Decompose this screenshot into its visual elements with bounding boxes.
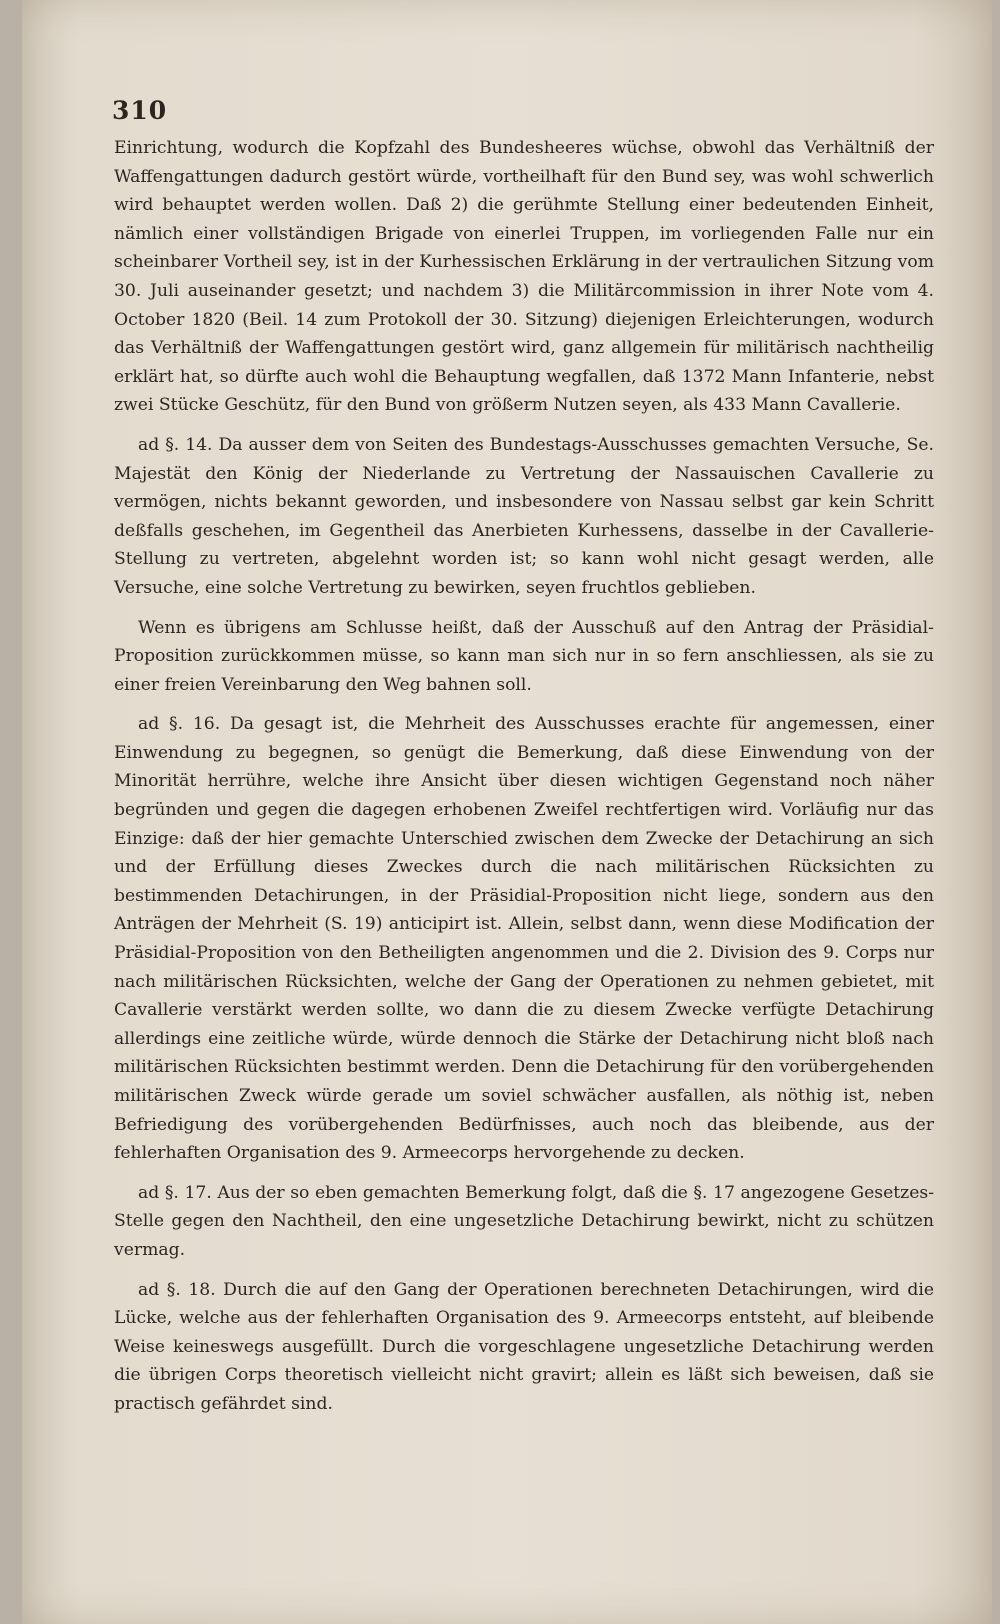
paragraph-ad-17: ad §. 17. Aus der so eben gemachten Bemerkung folgt, daß die §. 17 angezogene Gesetzes-Stelle gegen den Nachtheil, den eine ungesetzliche Detachirung bewirkt, nicht zu schützen vermag. (114, 1182, 934, 1260)
page-number: 310 (112, 96, 168, 125)
paragraph-wenn: Wenn es übrigens am Schlusse heißt, daß der Ausschuß auf den Antrag der Präsidial-Proposition zurückkommen müsse, so kann man sich nur in so fern anschliessen, als sie zu einer freien Vereinbarung den Weg bahnen soll. (114, 617, 934, 695)
paragraph-ad-18: ad §. 18. Durch die auf den Gang der Operationen berechneten Detachirungen, wird die Lücke, welche aus der fehlerhaften Organisation des 9. Armeecorps entsteht, auf bleibende Weise keineswegs ausgefüllt. Durch die vorgeschlagene ungesetzliche Detachirung werden die übrigen Corps theoretisch vielleicht nicht gravirt; allein es läßt sich beweisen, daß sie practisch gefährdet sind. (114, 1279, 934, 1414)
book-page (22, 0, 992, 1624)
paragraph-continuation: Einrichtung, wodurch die Kopfzahl des Bundesheeres wüchse, obwohl das Verhältniß der Waffengattungen dadurch gestört würde, vortheilhaft für den Bund sey, was wohl schwerlich wird behauptet werden wollen. Daß 2) die gerühmte Stellung einer bedeutenden Einheit, nämlich einer vollständigen Brigade von einerlei Truppen, im vorliegenden Falle nur ein scheinbarer Vortheil sey, ist in der Kurhessischen Erklärung in der vertraulichen Sitzung vom 30. Juli auseinander gesetzt; und nachdem 3) die Militärcommission in ihrer Note vom 4. October 1820 (Beil. 14 zum Protokoll der 30. Sitzung) diejenigen Erleichterungen, wodurch das Verhältniß der Waffengattungen gestört wird, ganz allgemein für militärisch nachtheilig erklärt hat, so dürfte auch wohl die Behauptung wegfallen, daß 1372 Mann Infanterie, nebst zwei Stücke Geschütz, für den Bund von größerm Nutzen seyen, als 433 Mann Cavallerie. (114, 138, 934, 416)
paragraph-ad-16: ad §. 16. Da gesagt ist, die Mehrheit des Ausschusses erachte für angemessen, einer Einwendung zu begegnen, so genügt die Bemerkung, daß diese Einwendung von der Minorität herrühre, welche ihre Ansicht über diesen wichtigen Gegenstand noch näher begründen und gegen die dagegen erhobenen Zweifel rechtfertigen wird. Vorläufig nur das Einzige: daß der hier gemachte Unterschied zwischen dem Zwecke der Detachirung an sich und der Erfüllung dieses Zweckes durch die nach militärischen Rücksichten zu bestimmenden Detachirungen, in der Präsidial-Proposition nicht liege, sondern aus den Anträgen der Mehrheit (S. 19) anticipirt ist. Allein, selbst dann, wenn diese Modification der Präsidial-Proposition von den Betheiligten angenommen und die 2. Division des 9. Corps nur nach militärischen Rücksichten, welche der Gang der Operationen zu nehmen gebietet, mit Cavallerie verstärkt werden sollte, wo dann die zu diesem Zwecke verfügte Detachirung allerdings eine zeitliche würde, würde dennoch die Stärke der Detachirung nicht bloß nach militärischen Rücksichten bestimmt werden. Denn die Detachirung für den vorübergehenden militärischen Zweck würde gerade um soviel schwächer ausfallen, als nöthig ist, neben Befriedigung des vorübergehenden Bedürfnisses, auch noch das bleibende, aus der fehlerhaften Organisation des 9. Armeecorps hervorgehende zu decken. (114, 714, 934, 1164)
body-text (114, 134, 934, 1419)
paragraph-ad-14: ad §. 14. Da ausser dem von Seiten des Bundestags-Ausschusses gemachten Versuche, Se. Majestät den König der Niederlande zu Vertretung der Nassauischen Cavallerie zu vermögen, nichts bekannt geworden, und insbesondere von Nassau selbst gar kein Schritt deßfalls geschehen, im Gegentheil das Anerbieten Kurhessens, dasselbe in der Cavallerie-Stellung zu vertreten, abgelehnt worden ist; so kann wohl nicht gesagt werden, alle Versuche, eine solche Vertretung zu bewirken, seyen fruchtlos geblieben. (114, 434, 934, 598)
